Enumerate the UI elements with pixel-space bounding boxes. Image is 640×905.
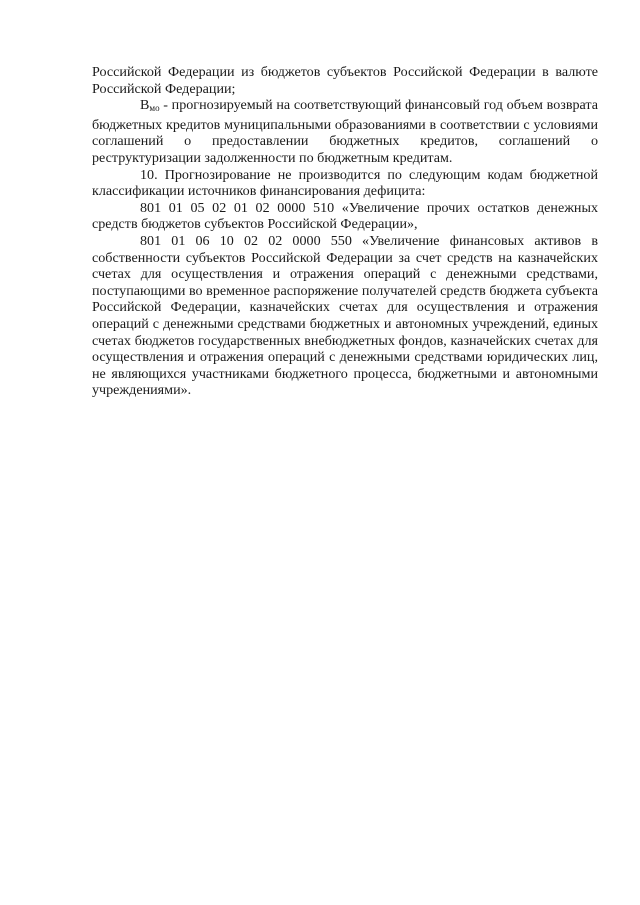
symbol-subscript-mo: мо [149,103,160,114]
paragraph-code-510: 801 01 05 02 01 02 0000 510 «Увеличение прочих остатков денежных средств бюджетов субъектов Российской Федерации», [92,199,598,233]
paragraph-code-550: 801 01 06 10 02 02 0000 550 «Увеличение финансовых активов в собственности субъектов Российской Федерации за счет средств на казначейских счетах для осуществления и отражения операций с денежными средствами, поступающими во временное распоряжение получателей средств бюджета субъекта Российской Федерации, казначейских счетах для осуществления и отражения операций с денежными средствами бюджетных и автономных учреждений, единых счетах бюджетов государственных внебюджетных фондов, казначейских счетах для осуществления и отражения операций с денежными средствами юридических лиц, не являющихся участниками бюджетного процесса, бюджетными и автономными учреждениями». [92,232,598,399]
document-page [92,64,598,399]
symbol-b: В [140,97,150,114]
paragraph-definition-bmo [92,97,598,166]
paragraph-item-10: 10. Прогнозирование не производится по следующим кодам бюджетной классификации источников финансирования дефицита: [92,166,598,200]
definition-text: - прогнозируемый на соответствующий финансовый год объем возврата бюджетных кредитов муниципальными образованиями в соответствии с условиями соглашений о предоставлении бюджетных кредитов, соглашений о реструктуризации задолженности по бюджетным кредитам. [92,97,598,166]
paragraph-continuation: Российской Федерации из бюджетов субъектов Российской Федерации в валюте Российской Федерации; [92,64,598,97]
